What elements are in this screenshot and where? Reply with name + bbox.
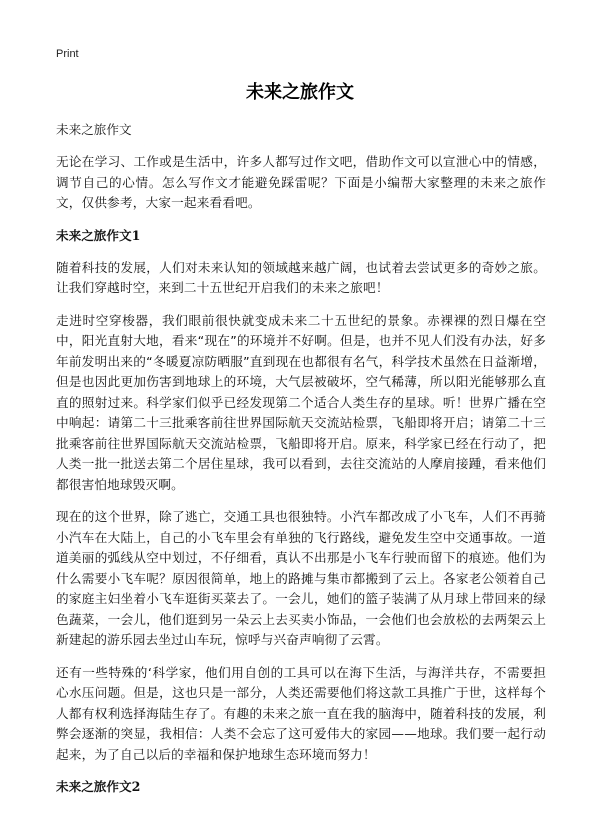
section-1-paragraph-3: 现在的这个世界，除了逃亡，交通工具也很独特。小汽车都改成了小飞车，人们不再骑小汽车在大陆上，自己的小飞车里会有单独的飞行路线，避免发生空中交通事故。一道道美丽的弧线从空中划过，不仔细看，真认不出那是小飞车行驶而留下的痕迹。他们为什么需要小飞车呢？原因很简单，地上的路摊与集市都搬到了云上。各家老公领着自己的家庭主妇坐着小飞车逛街买菜去了。一会儿，她们的篮子装满了从月球上带回来的绿色蔬菜，一会儿，他们逛到另一朵云上去买卖小饰品，一会他们也会放松的去两架云上新建起的游乐园去坐过山车玩，惊呼与兴奋声响彻了云霄。 <box>56 509 546 647</box>
document-subtitle: 未来之旅作文 <box>56 122 132 137</box>
section-1-paragraph-4: 还有一些特殊的‘科学家，他们用自创的工具可以在海下生活，与海洋共存，不需要担心水压问题。但是，这也只是一部分，人类还需要他们将这款工具推广于世，这样每个人都有权利选择海陆生存了。有趣的未来之旅一直在我的脑海中，随着科技的发展，利弊会逐渐的突显，我相信：人类不会忘了这可爱伟大的家园——地球。我们要一起行动起来，为了自己以后的幸福和保护地球生态环境而努力！ <box>56 664 546 762</box>
page-title: 未来之旅作文 <box>246 82 354 103</box>
intro-paragraph: 无论在学习、工作或是生活中，许多人都写过作文吧，借助作文可以宣泄心中的情感，调节自己的心情。怎么写作文才能避免踩雷呢？下面是小编帮大家整理的未来之旅作文，仅供参考，大家一起来看看吧。 <box>56 154 546 210</box>
section-heading-2: 未来之旅作文2 <box>56 779 141 794</box>
print-label: Print <box>56 48 79 60</box>
section-1-paragraph-1: 随着科技的发展，人们对未来认知的领域越来越广阔，也试着去尝试更多的奇妙之旅。让我们穿越时空，来到二十五世纪开启我们的未来之旅吧！ <box>56 259 546 295</box>
section-1-paragraph-2: 走进时空穿梭器，我们眼前很快就变成未来二十五世纪的景象。赤裸裸的烈日爆在空中，阳光直射大地，看来“现在”的环境并不好啊。但是，也并不见人们没有办法，好多年前发明出来的“冬暖夏凉防晒服”直到现在也都很有名气，科学技术虽然在日益渐增，但是也因此更加伤害到地球上的环境，大气层被破坏，空气稀薄，所以阳光能够那么直直的照射过来。科学家们似乎已经发现第二个适合人类生存的星球。听！世界广播在空中响起：请第二十三批乘客前往世界国际航天交流站检票，飞船即将开启；请第二十三批乘客前往世界国际航天交流站检票，飞船即将开启。原来，科学家已经在行动了，把人类一批一批送去第二个居住星球，我可以看到，去往交流站的人摩肩接踵，看来他们都很害怕地球毁灭啊。 <box>56 312 546 492</box>
section-heading-1: 未来之旅作文1 <box>56 227 141 243</box>
document-body <box>56 120 546 809</box>
